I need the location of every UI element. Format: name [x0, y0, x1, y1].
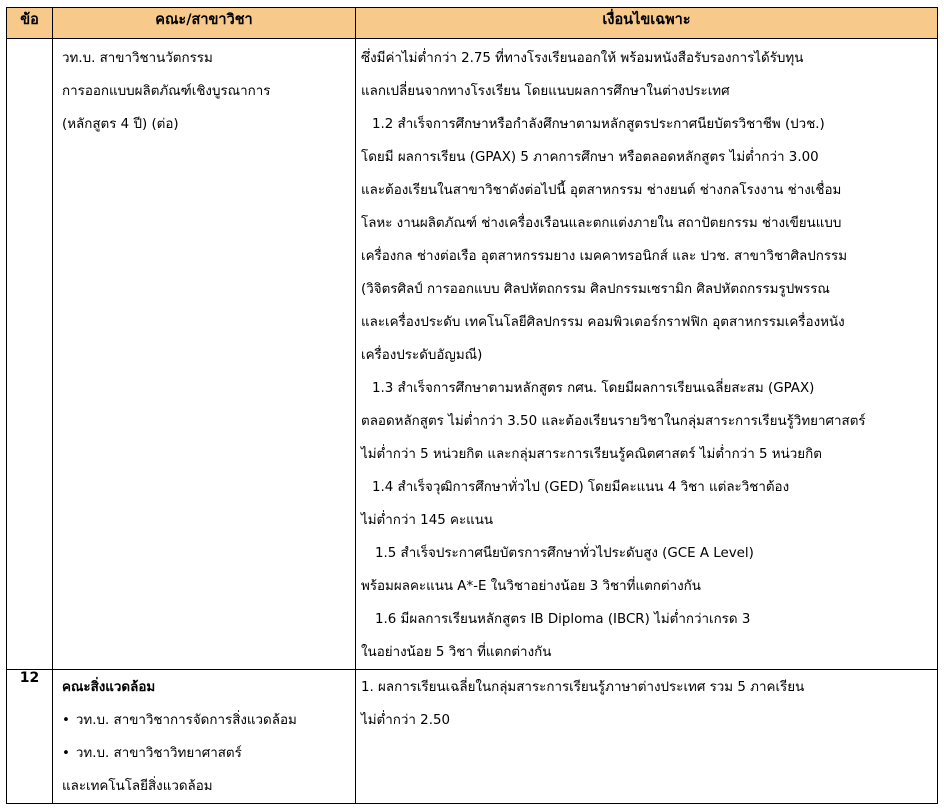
- condition-line: โลหะ งานผลิตภัณฑ์ ช่างเครื่องเรือนและตกแต่งภายใน สถาปัตยกรรม ช่างเขียนแบบ: [361, 216, 842, 231]
- faculty-line: • วท.บ. สาขาวิชาการจัดการสิ่งแวดล้อม: [53, 704, 355, 737]
- faculty-line: วท.บ. สาขาวิชานวัตกรรม: [62, 51, 213, 66]
- condition-line: 1.6 มีผลการเรียนหลักสูตร IB Diploma (IBCR) ไม่ต่ำกว่าเกรด 3: [375, 612, 751, 627]
- table-header-row: [7, 8, 938, 39]
- header-no: ข้อ: [7, 8, 53, 39]
- condition-line: 1.3 สำเร็จการศึกษาตามหลักสูตร กศน. โดยมีผลการเรียนเฉลี่ยสะสม (GPAX): [372, 381, 815, 396]
- condition-line: ตลอดหลักสูตร ไม่ต่ำกว่า 3.50 และต้องเรียนรายวิชาในกลุ่มสาระการเรียนรู้วิทยาศาสตร์: [361, 414, 866, 429]
- table-row: [7, 670, 938, 804]
- condition-line: ไม่ต่ำกว่า 2.50: [361, 713, 450, 728]
- condition-line: โดยมี ผลการเรียน (GPAX) 5 ภาคการศึกษา หรือตลอดหลักสูตร ไม่ต่ำกว่า 3.00: [361, 150, 819, 165]
- row-number: [7, 39, 53, 670]
- condition-line: ในอย่างน้อย 5 วิชา ที่แตกต่างกัน: [361, 645, 552, 660]
- condition-line: (วิจิตรศิลป์ การออกแบบ ศิลปหัตถกรรม ศิลปกรรมเซรามิก ศิลปหัตถกรรมรูปพรรณ: [361, 282, 830, 297]
- faculty-line: และเทคโนโลยีสิ่งแวดล้อม: [62, 779, 213, 794]
- condition-line: ไม่ต่ำกว่า 5 หน่วยกิต และกลุ่มสาระการเรียนรู้คณิตศาสตร์ ไม่ต่ำกว่า 5 หน่วยกิต: [361, 447, 822, 462]
- condition-line: เครื่องประดับอัญมณี): [361, 348, 483, 363]
- condition-cell: [356, 670, 938, 804]
- condition-line: และต้องเรียนในสาขาวิชาดังต่อไปนี้ อุตสาหกรรม ช่างยนต์ ช่างกลโรงงาน ช่างเชื่อม: [361, 183, 842, 198]
- condition-line: 1.2 สำเร็จการศึกษาหรือกำลังศึกษาตามหลักสูตรประกาศนียบัตรวิชาชีพ (ปวช.): [372, 117, 825, 132]
- row-number: 12: [7, 670, 53, 804]
- table-row: [7, 39, 938, 670]
- condition-line: เครื่องกล ช่างต่อเรือ อุตสาหกรรมยาง เมคคาทรอนิกส์ และ ปวช. สาขาวิชาศิลปกรรม: [361, 249, 848, 264]
- condition-cell: [356, 39, 938, 670]
- condition-line: ไม่ต่ำกว่า 145 คะแนน: [361, 513, 494, 528]
- condition-line: 1.5 สำเร็จประกาศนียบัตรการศึกษาทั่วไประดับสูง (GCE A Level): [375, 546, 754, 561]
- condition-line: 1.4 สำเร็จวุฒิการศึกษาทั่วไป (GED) โดยมีคะแนน 4 วิชา แต่ละวิชาต้อง: [372, 480, 790, 495]
- condition-line: แลกเปลี่ยนจากทางโรงเรียน โดยแนบผลการศึกษาในต่างประเทศ: [361, 84, 730, 99]
- condition-line: ซึ่งมีค่าไม่ต่ำกว่า 2.75 ที่ทางโรงเรียนออกให้ พร้อมหนังสือรับรองการได้รับทุน: [361, 51, 804, 66]
- faculty-title: คณะสิ่งแวดล้อม: [62, 680, 156, 695]
- condition-line: และเครื่องประดับ เทคโนโลยีศิลปกรรม คอมพิวเตอร์กราฟฟิก อุตสาหกรรมเครื่องหนัง: [361, 315, 845, 330]
- faculty-line: (หลักสูตร 4 ปี) (ต่อ): [62, 117, 179, 132]
- header-condition: เงื่อนไขเฉพาะ: [356, 8, 938, 39]
- faculty-cell: [53, 670, 356, 804]
- faculty-line: การออกแบบผลิตภัณฑ์เชิงบูรณาการ: [62, 84, 271, 99]
- faculty-line: • วท.บ. สาขาวิชาวิทยาศาสตร์: [53, 737, 355, 770]
- condition-line: พร้อมผลคะแนน A*-E ในวิชาอย่างน้อย 3 วิชาที่แตกต่างกัน: [361, 579, 701, 594]
- header-faculty: คณะ/สาขาวิชา: [53, 8, 356, 39]
- criteria-table: [6, 7, 938, 804]
- condition-line: 1. ผลการเรียนเฉลี่ยในกลุ่มสาระการเรียนรู้ภาษาต่างประเทศ รวม 5 ภาคเรียน: [361, 680, 805, 695]
- faculty-cell: [53, 39, 356, 670]
